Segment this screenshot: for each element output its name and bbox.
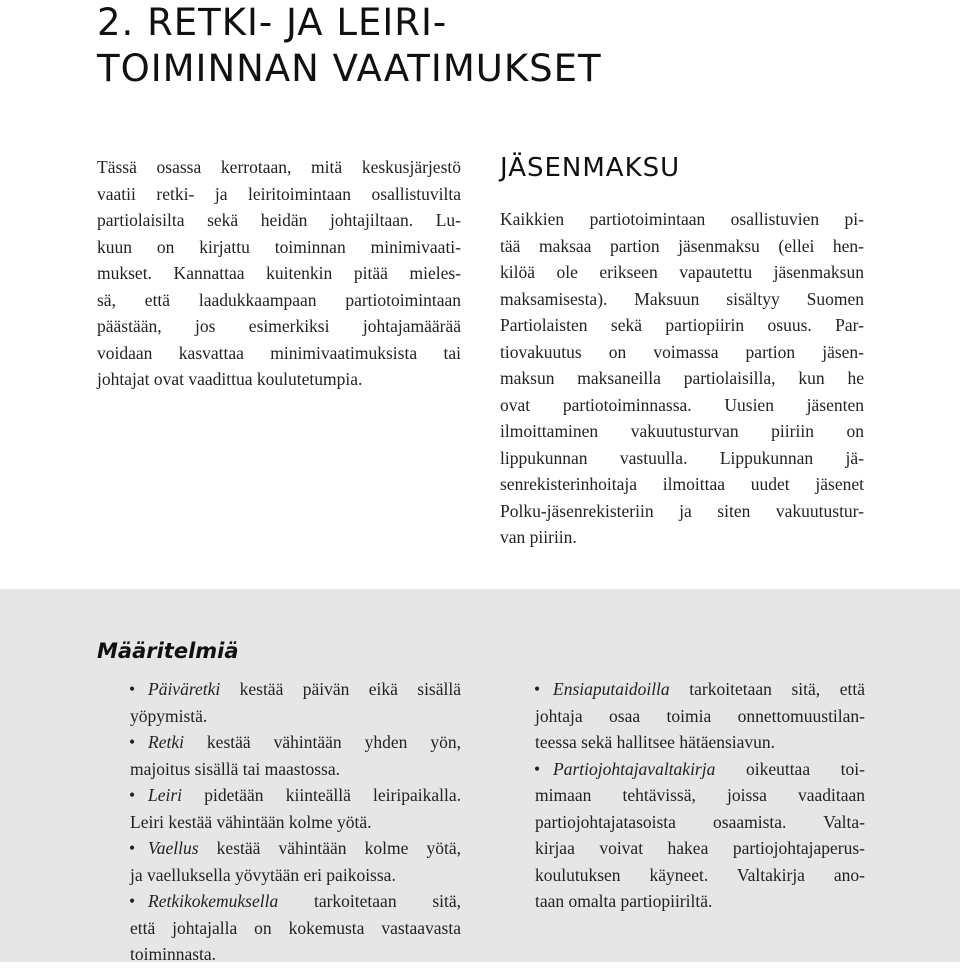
definition-line: taan omalta partiopiiriltä. <box>535 891 713 911</box>
definition-line: yöpymistä. <box>130 705 208 726</box>
membership-fee-heading: JÄSENMAKSU <box>500 153 681 183</box>
chapter-title-line: TOIMINNAN VAATIMUKSET <box>97 47 602 90</box>
fee-line: senrekisterinhoitaja ilmoittaa uudet jäsenet <box>500 474 864 494</box>
definition-ensiaputaidot <box>535 676 865 756</box>
definition-term: Päiväretki <box>148 679 221 699</box>
definition-line: kirjaa voivat hakea partiojohtajaperus- <box>535 838 865 858</box>
definition-text: tarkoitetaan sitä, <box>278 891 461 911</box>
chapter-title <box>97 0 602 92</box>
membership-fee-paragraph <box>500 206 864 551</box>
definitions-heading: Määritelmiä <box>97 639 239 663</box>
definition-first-line <box>130 888 461 915</box>
fee-line: Partiolaisten sekä partiopiirin osuus. Par- <box>500 315 864 335</box>
fee-line: tää maksaa partion jäsenmaksu (ellei hen- <box>500 235 864 256</box>
definition-line: Leiri kestää vähintään kolme yötä. <box>130 811 372 832</box>
definition-text: kestää vähintään kolme yötä, <box>198 838 461 858</box>
bullet-icon: • <box>534 758 541 779</box>
fee-line: Polku-jäsenrekisteriin ja siten vakuutustur- <box>500 500 864 521</box>
intro-line: voidaan kasvattaa minimivaatimuksista tai <box>97 342 461 363</box>
fee-line: Kaikkien partiotoimintaan osallistuvien pi- <box>500 209 864 229</box>
bullet-icon: • <box>129 891 136 911</box>
definition-line: että johtajalla on kokemusta vastaavasta <box>130 917 461 938</box>
definition-paivaretki <box>130 676 461 729</box>
intro-line: vaatii retki- ja leiritoimintaan osallistuvilta <box>97 183 461 204</box>
definition-vaellus <box>130 835 461 888</box>
fee-line: maksun maksaneilla partiolaisilla, kun he <box>500 368 864 388</box>
definition-text: kestää päivän eikä sisällä <box>220 679 461 699</box>
definitions-left-column <box>130 676 461 968</box>
chapter-title-line: 2. RETKI- JA LEIRI- <box>97 1 448 44</box>
definition-text: kestää vähintään yhden yön, <box>183 732 461 752</box>
definition-first-line <box>535 756 865 783</box>
definition-term: Partiojohtajavaltakirja <box>553 758 716 779</box>
intro-line: partiolaisilta sekä heidän johtajiltaan. Lu- <box>97 210 461 230</box>
definition-line: johtaja osaa toimia onnettomuustilan- <box>535 705 865 726</box>
fee-line: maksamisesta). Maksuun sisältyy Suomen <box>500 288 864 309</box>
intro-line: sä, että laadukkaampaan partiotoimintaan <box>97 289 461 310</box>
definitions-right-column <box>535 676 865 915</box>
definition-first-line <box>130 782 461 809</box>
intro-line: päästään, jos esimerkiksi johtajamäärää <box>97 316 461 336</box>
definition-first-line <box>130 835 461 862</box>
intro-line: johtajat ovat vaadittua koulutetumpia. <box>97 369 363 389</box>
intro-line: Tässä osassa kerrotaan, mitä keskusjärjestö <box>97 157 461 177</box>
intro-paragraph <box>97 154 461 393</box>
bullet-icon: • <box>129 732 136 752</box>
definition-first-line <box>130 676 461 703</box>
fee-line: ilmoittaminen vakuutusturvan piiriin on <box>500 421 864 441</box>
definition-term: Retkikokemuksella <box>148 891 279 911</box>
fee-line: lippukunnan vastuulla. Lippukunnan jä- <box>500 447 864 468</box>
bullet-icon: • <box>129 838 136 858</box>
bullet-icon: • <box>129 679 136 699</box>
intro-line: mukset. Kannattaa kuitenkin pitää mieles- <box>97 263 461 283</box>
definition-line: teessa sekä hallitsee hätäensiavun. <box>535 732 776 752</box>
definition-line: toiminnasta. <box>130 944 217 964</box>
definition-text: oikeuttaa toi- <box>715 758 865 779</box>
definition-line: mimaan tehtävissä, joissa vaaditaan <box>535 785 865 805</box>
definition-term: Leiri <box>148 785 183 805</box>
fee-line: kilöä ole erikseen vapautettu jäsenmaksun <box>500 262 864 282</box>
definition-retki <box>130 729 461 782</box>
definition-first-line <box>535 676 865 703</box>
definition-line: ja vaelluksella yövytään eri paikoissa. <box>130 864 396 885</box>
bullet-icon: • <box>534 679 541 699</box>
fee-line: van piiriin. <box>500 527 577 547</box>
intro-line: kuun on kirjattu toiminnan minimivaati- <box>97 236 461 257</box>
definition-partiojohtajavaltakirja <box>535 756 865 915</box>
definition-line: koulutuksen käyneet. Valtakirja ano- <box>535 864 865 885</box>
definition-retkikokemus <box>130 888 461 968</box>
definition-term: Retki <box>148 732 184 752</box>
definition-line: majoitus sisällä tai maastossa. <box>130 758 340 779</box>
definition-term: Ensiaputaidoilla <box>553 679 670 699</box>
definition-text: pidetään kiinteällä leiripaikalla. <box>182 785 461 805</box>
definition-leiri <box>130 782 461 835</box>
bullet-icon: • <box>129 785 136 805</box>
fee-line: tiovakuutus on voimassa partion jäsen- <box>500 341 864 362</box>
definition-line: partiojohtajatasoista osaamista. Valta- <box>535 811 865 832</box>
definition-first-line <box>130 729 461 756</box>
fee-line: ovat partiotoiminnassa. Uusien jäsenten <box>500 394 864 415</box>
definition-text: tarkoitetaan sitä, että <box>669 679 865 699</box>
definition-term: Vaellus <box>148 838 199 858</box>
